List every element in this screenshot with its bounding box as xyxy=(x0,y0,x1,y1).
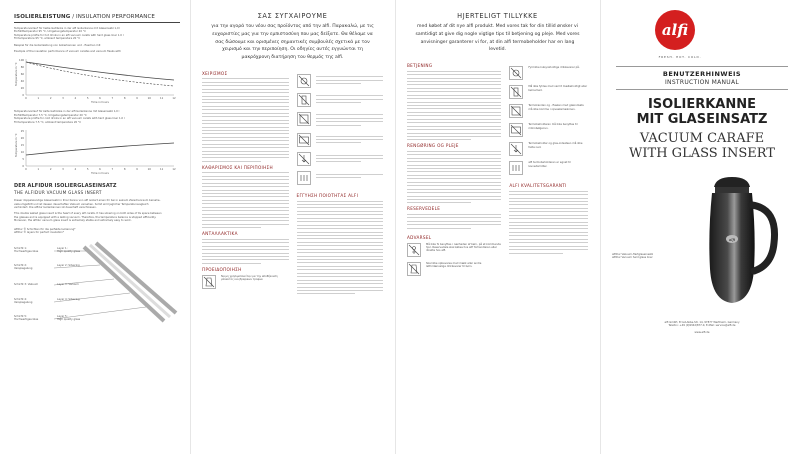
greek-guarantee-text xyxy=(297,201,384,295)
chart1-yticks xyxy=(19,58,24,97)
chart2-xlabel: Time in hours xyxy=(91,172,109,176)
carafe-illustration xyxy=(682,173,792,313)
greek-panel xyxy=(190,0,395,454)
product-name-en-1: VACUUM CARAFE xyxy=(639,131,765,146)
product-captions: alfiDur Vakuum-Hartglaseinsatz alfiDur Vacuum hard glass liner xyxy=(612,253,654,260)
svg-text:0: 0 xyxy=(25,97,27,101)
svg-text:6: 6 xyxy=(99,97,101,101)
layer-4: Schicht 4: Verspiegelung xyxy=(14,297,33,305)
layer-4-en: Layer 4: Silvering xyxy=(57,297,80,301)
layer-2: Schicht 2: Verspiegelung xyxy=(14,263,33,271)
svg-text:11: 11 xyxy=(160,97,164,101)
chart2-xticks xyxy=(25,167,176,171)
danish-sec-guarantee: ALFI KVALITETSGARANTI xyxy=(509,183,567,189)
product-name-en-2: WITH GLASS INSERT xyxy=(629,146,775,161)
danish-title: HJERTELIGT TILLYKKE xyxy=(457,12,538,20)
glass-insert-subtitle: THE ALFIDUR VACUUM GLASS INSERT xyxy=(14,190,102,196)
danish-tip-1: Fyld ikke kulsyreholdige drikkevarer på. xyxy=(528,66,580,70)
danish-sec-operation: BETJENING xyxy=(407,63,433,69)
layer-1-en: Layer 1: High quality glass xyxy=(57,246,81,254)
no-milk-icon xyxy=(202,275,216,289)
svg-text:0: 0 xyxy=(25,168,27,172)
danish-warning-row-2 xyxy=(407,262,501,276)
chart1-xticks xyxy=(25,96,176,100)
svg-text:20: 20 xyxy=(20,137,24,141)
cold-drink-chart xyxy=(14,127,180,175)
chart1-legend: Temperaturverlauf für heiße Getränke in der alfi Isolierkanne mit Glaseinsatz 1,0 l Einfüllttemperatur 95 °C, Umgebungstemperatur 20 °C Temperature profile for hot drinks in an alfi vacuum carafe with hard glass liner 1.0 l Fill temperature 95 °C, ambient temperature 20 °C Beispiel für die Isolierleistung von Isolierkannen und - flaschen mit Example of the insulation performance of vacuum carafes and vacuum flasks with xyxy=(14,27,124,54)
alfi-logo: alfi xyxy=(655,10,695,50)
chart2-ylabel: Temperature in °C xyxy=(15,133,18,158)
danish-warning-row-1 xyxy=(407,243,501,257)
food-safe-icon xyxy=(509,161,523,175)
layers-diagram xyxy=(14,241,180,331)
no-carbonated-icon xyxy=(509,66,523,80)
greek-sec-guarantee: ΕΓΓΥΗΣΗ ΠΟΙΟΤΗΤΑΣ ALFI xyxy=(296,193,359,199)
svg-text:0: 0 xyxy=(22,94,24,98)
danish-sec-parts: RESERVEDELE xyxy=(407,206,441,212)
glass-wall-diagram xyxy=(84,243,176,321)
svg-text:3: 3 xyxy=(62,168,64,172)
chart2-curve xyxy=(26,143,174,155)
danish-tip-4: Termobeholderen må ikke benyttes til mikrobølgeovn. xyxy=(528,123,578,130)
greek-parts-text xyxy=(202,239,289,264)
layer-5-en: Layer 5: High quality glass xyxy=(57,314,81,322)
danish-tip-row-2 xyxy=(509,85,588,99)
danish-tip-5: Termobeholder og glas-indsatsen må ikke falde ned. xyxy=(528,142,583,149)
greek-sec-cleaning: ΚΑΘΑΡΙΣΜΟΣ ΚΑΙ ΠΕΡΙΠΟΙΗΣΗ xyxy=(202,164,273,170)
product-name-de-2: MIT GLASEINSATZ xyxy=(636,112,768,127)
manual-subheading: INSTRUCTION MANUAL xyxy=(664,79,740,86)
svg-text:5: 5 xyxy=(86,168,89,172)
carafe-logo-text: alfi xyxy=(728,237,736,242)
danish-cleaning-text xyxy=(407,151,501,204)
svg-text:3: 3 xyxy=(62,97,64,101)
svg-text:20: 20 xyxy=(20,87,24,91)
svg-text:100: 100 xyxy=(19,59,24,63)
greek-warning-row xyxy=(202,275,289,289)
hot-drink-chart xyxy=(14,56,180,104)
danish-tip-6: alfi termobeholderen er egnet til levnedsmidler. xyxy=(528,161,571,168)
greek-cleaning-text xyxy=(202,172,289,228)
svg-text:4: 4 xyxy=(74,97,77,101)
danish-sec-cleaning: RENGØRING OG PLEJE xyxy=(407,143,459,149)
greek-sec-handling: ΧΕΙΡΙΣΜΟΣ xyxy=(202,70,228,76)
no-carbonated-icon xyxy=(297,74,311,88)
svg-text:40: 40 xyxy=(20,80,24,84)
svg-text:11: 11 xyxy=(160,168,164,172)
danish-parts-text xyxy=(407,214,501,229)
chart1-xlabel: Time in hours xyxy=(91,101,109,105)
danish-warning-1: Må ikke fx benyttes i nærheden af børn, på et kommende hjul. Reservedele skal købes hos alfi forhandleren eller direkte hos alfi. xyxy=(426,242,501,253)
danish-tip-row-5 xyxy=(509,142,588,156)
svg-text:25: 25 xyxy=(20,130,24,134)
cover-panel xyxy=(600,0,802,454)
svg-text:12: 12 xyxy=(172,97,176,101)
no-milk-storage-icon xyxy=(407,262,421,276)
svg-text:7: 7 xyxy=(111,168,114,172)
greek-tip-row-3 xyxy=(297,112,384,128)
glass-insert-title: DER ALFIDUR ISOLIERGLASEINSATZ xyxy=(14,183,117,190)
no-microwave-icon xyxy=(509,123,523,137)
svg-text:9: 9 xyxy=(136,97,138,101)
layer-3-en: Layer 3: Vacuum xyxy=(57,282,79,286)
danish-tip-2: Må ikke fyldes med varmt mælkeholdigt eller børnemad. xyxy=(528,85,588,92)
svg-text:4: 4 xyxy=(74,168,77,172)
no-drop-icon xyxy=(509,142,523,156)
no-drop-icon xyxy=(297,152,311,166)
danish-tip-row-6 xyxy=(509,161,588,175)
greek-sec-parts: ΑΝΤΑΛΛΑΚΤΙΚΑ xyxy=(202,231,238,237)
svg-text:10: 10 xyxy=(20,151,24,155)
danish-panel xyxy=(395,0,600,454)
greek-intro: για την αγορά του νέου σας προϊόντος από την alfi. Παρακαλώ, με τις ευχαριστίες μας για την εμπιστοσύνη που μας δείξατε. Θα θέλαμε να σας δώσουμε και ορισμένες σημαντικές συμβουλές σχετικά με τον χειρισμό και την περιποίηση. Οι οδηγίες αυτές εγγυώνται τη μακρόχρονη διατήρηση του θερμός της alfi. xyxy=(211,24,374,61)
no-children-icon xyxy=(407,243,421,257)
danish-operation-text xyxy=(407,71,501,141)
svg-text:5: 5 xyxy=(86,97,89,101)
danish-sec-warning: ADVARSEL xyxy=(407,234,432,240)
insulation-title: ISOLIERLEISTUNG / INSULATION PERFORMANCE xyxy=(14,14,156,20)
greek-sec-warning: ΠΡΟΕΙΔΟΠΟΙΗΣΗ xyxy=(202,266,242,272)
company-address: alfi GmbH, Ernst-Abbe-Str. 14, 97877 Wertheim, Germany Telefon: +49 (0)9342/877-0, E-Mail: service@alfi.de www.alfi.de xyxy=(612,321,792,334)
greek-handling-text xyxy=(202,78,289,162)
no-baby-food-icon xyxy=(509,85,523,99)
no-dishwasher-icon xyxy=(297,112,311,126)
food-safe-icon xyxy=(297,171,311,185)
svg-text:1: 1 xyxy=(37,97,40,101)
greek-tip-row-6 xyxy=(297,171,384,185)
company-website[interactable]: www.alfi.de xyxy=(694,330,710,334)
layer-3: Schicht 3: Vakuum xyxy=(14,282,39,286)
greek-tip-row-5 xyxy=(297,152,384,166)
danish-tip-row-4 xyxy=(509,123,588,137)
glass-insert-text: Dieser doppelwandige Glaseinsatz in Ihrer Kanne von alfi isoliert einen Ihr bei in seinem Zwischenraum beinahe- vakuumgefüllt und ist dessen dauerhaften Vakuum versehen. Somit wird jeglicher Temperaturausgleich verhindert. Die alfidur Isolierkannen ist dauerhaft verschlossen. This double walled glass insert is the heart of every alfi carafe. It has silvering on both sides of its space between the glasses and is equipped with a lasting vacuum. Therefore, the temperature balance is stopped efficiently. Moreover, the alfidur vacuum glass insert is extremely stable and extremely easy to work. xyxy=(14,199,162,223)
svg-text:10: 10 xyxy=(147,97,151,101)
danish-warning-2: Skal ikke opbevares med mælk eller andre letfordærvelige drikkevarer til børn. xyxy=(426,261,482,268)
greek-tip-row-2 xyxy=(297,93,384,107)
svg-text:6: 6 xyxy=(99,168,101,172)
layer-2-en: Layer 2: Silvering xyxy=(57,263,80,267)
svg-text:8: 8 xyxy=(123,97,126,101)
chart2-legend: Temperaturverlauf für kalte Getränke in der alfi Isolierkanne mit Glaseinsatz 1,0 l Einfüllttemperatur 7,5 °C, Umgebungstemperatur 20 °C Temperature profile for cold drinks in an alfi vacuum carafe with hard glass liner 1.0 l Fill temperature 7.5 °C, ambient temperature 20 °C xyxy=(14,110,125,124)
svg-text:15: 15 xyxy=(20,144,24,148)
svg-text:8: 8 xyxy=(123,168,126,172)
svg-text:80: 80 xyxy=(20,66,24,70)
tagline: FRESH. HOT. COLD. xyxy=(658,55,702,59)
danish-tip-row-1 xyxy=(509,66,588,80)
svg-text:2: 2 xyxy=(49,97,52,101)
svg-text:5: 5 xyxy=(22,158,24,162)
svg-text:12: 12 xyxy=(172,168,176,172)
svg-text:1: 1 xyxy=(37,168,40,172)
danish-tip-3: Termokanden og - flasken med glasindsats må ikke komme i opvaskemaskinen. xyxy=(528,104,584,111)
no-dishwasher-icon xyxy=(509,104,523,118)
chart2-yticks xyxy=(21,129,25,168)
danish-tip-row-3 xyxy=(509,104,588,118)
chart1-ylabel: Temperature in °C xyxy=(15,62,18,87)
danish-guarantee-text xyxy=(509,191,588,254)
greek-tip-row-1 xyxy=(297,74,384,88)
layers-note: alfiDur ® Schichten für die perfekte Isolierung* alfiDur ® layers for perfect insulation* xyxy=(14,227,76,235)
german-panel xyxy=(0,0,190,454)
product-name-de-1: ISOLIERKANNE xyxy=(647,97,757,112)
svg-text:9: 9 xyxy=(136,168,138,172)
danish-intro: med købet af dit nye alfi produkt. Med vores tak for din tillid ønsker vi samtidigt at give dig nogle vigtige tips til betjening og pleje. Med vores anvisninger garanterer vi for, at din alfi termobeholder har en lang levetid. xyxy=(415,24,580,53)
layer-5: Schicht 5: Hochwertiges Glas xyxy=(14,314,39,322)
svg-text:2: 2 xyxy=(49,168,52,172)
greek-warning-text: Να μη χρησιμοποιείται για την αποθήκευση γάλακτος και βρεφικών τροφών xyxy=(221,274,278,282)
layer-1: Schicht 1: Hochwertiges Glas xyxy=(14,246,39,254)
no-microwave-icon xyxy=(297,133,311,147)
svg-text:10: 10 xyxy=(147,168,151,172)
greek-title: ΣΑΣ ΣΥΓΧΑΙΡΟΥΜΕ xyxy=(257,12,328,20)
manual-heading: BENUTZERHINWEIS xyxy=(662,70,742,78)
product-image xyxy=(612,173,792,313)
svg-text:7: 7 xyxy=(111,97,114,101)
no-baby-food-icon xyxy=(297,93,311,107)
svg-text:0: 0 xyxy=(22,165,24,169)
svg-text:60: 60 xyxy=(20,73,24,77)
chart1-curve-glass xyxy=(26,62,174,80)
greek-tip-row-4 xyxy=(297,133,384,147)
